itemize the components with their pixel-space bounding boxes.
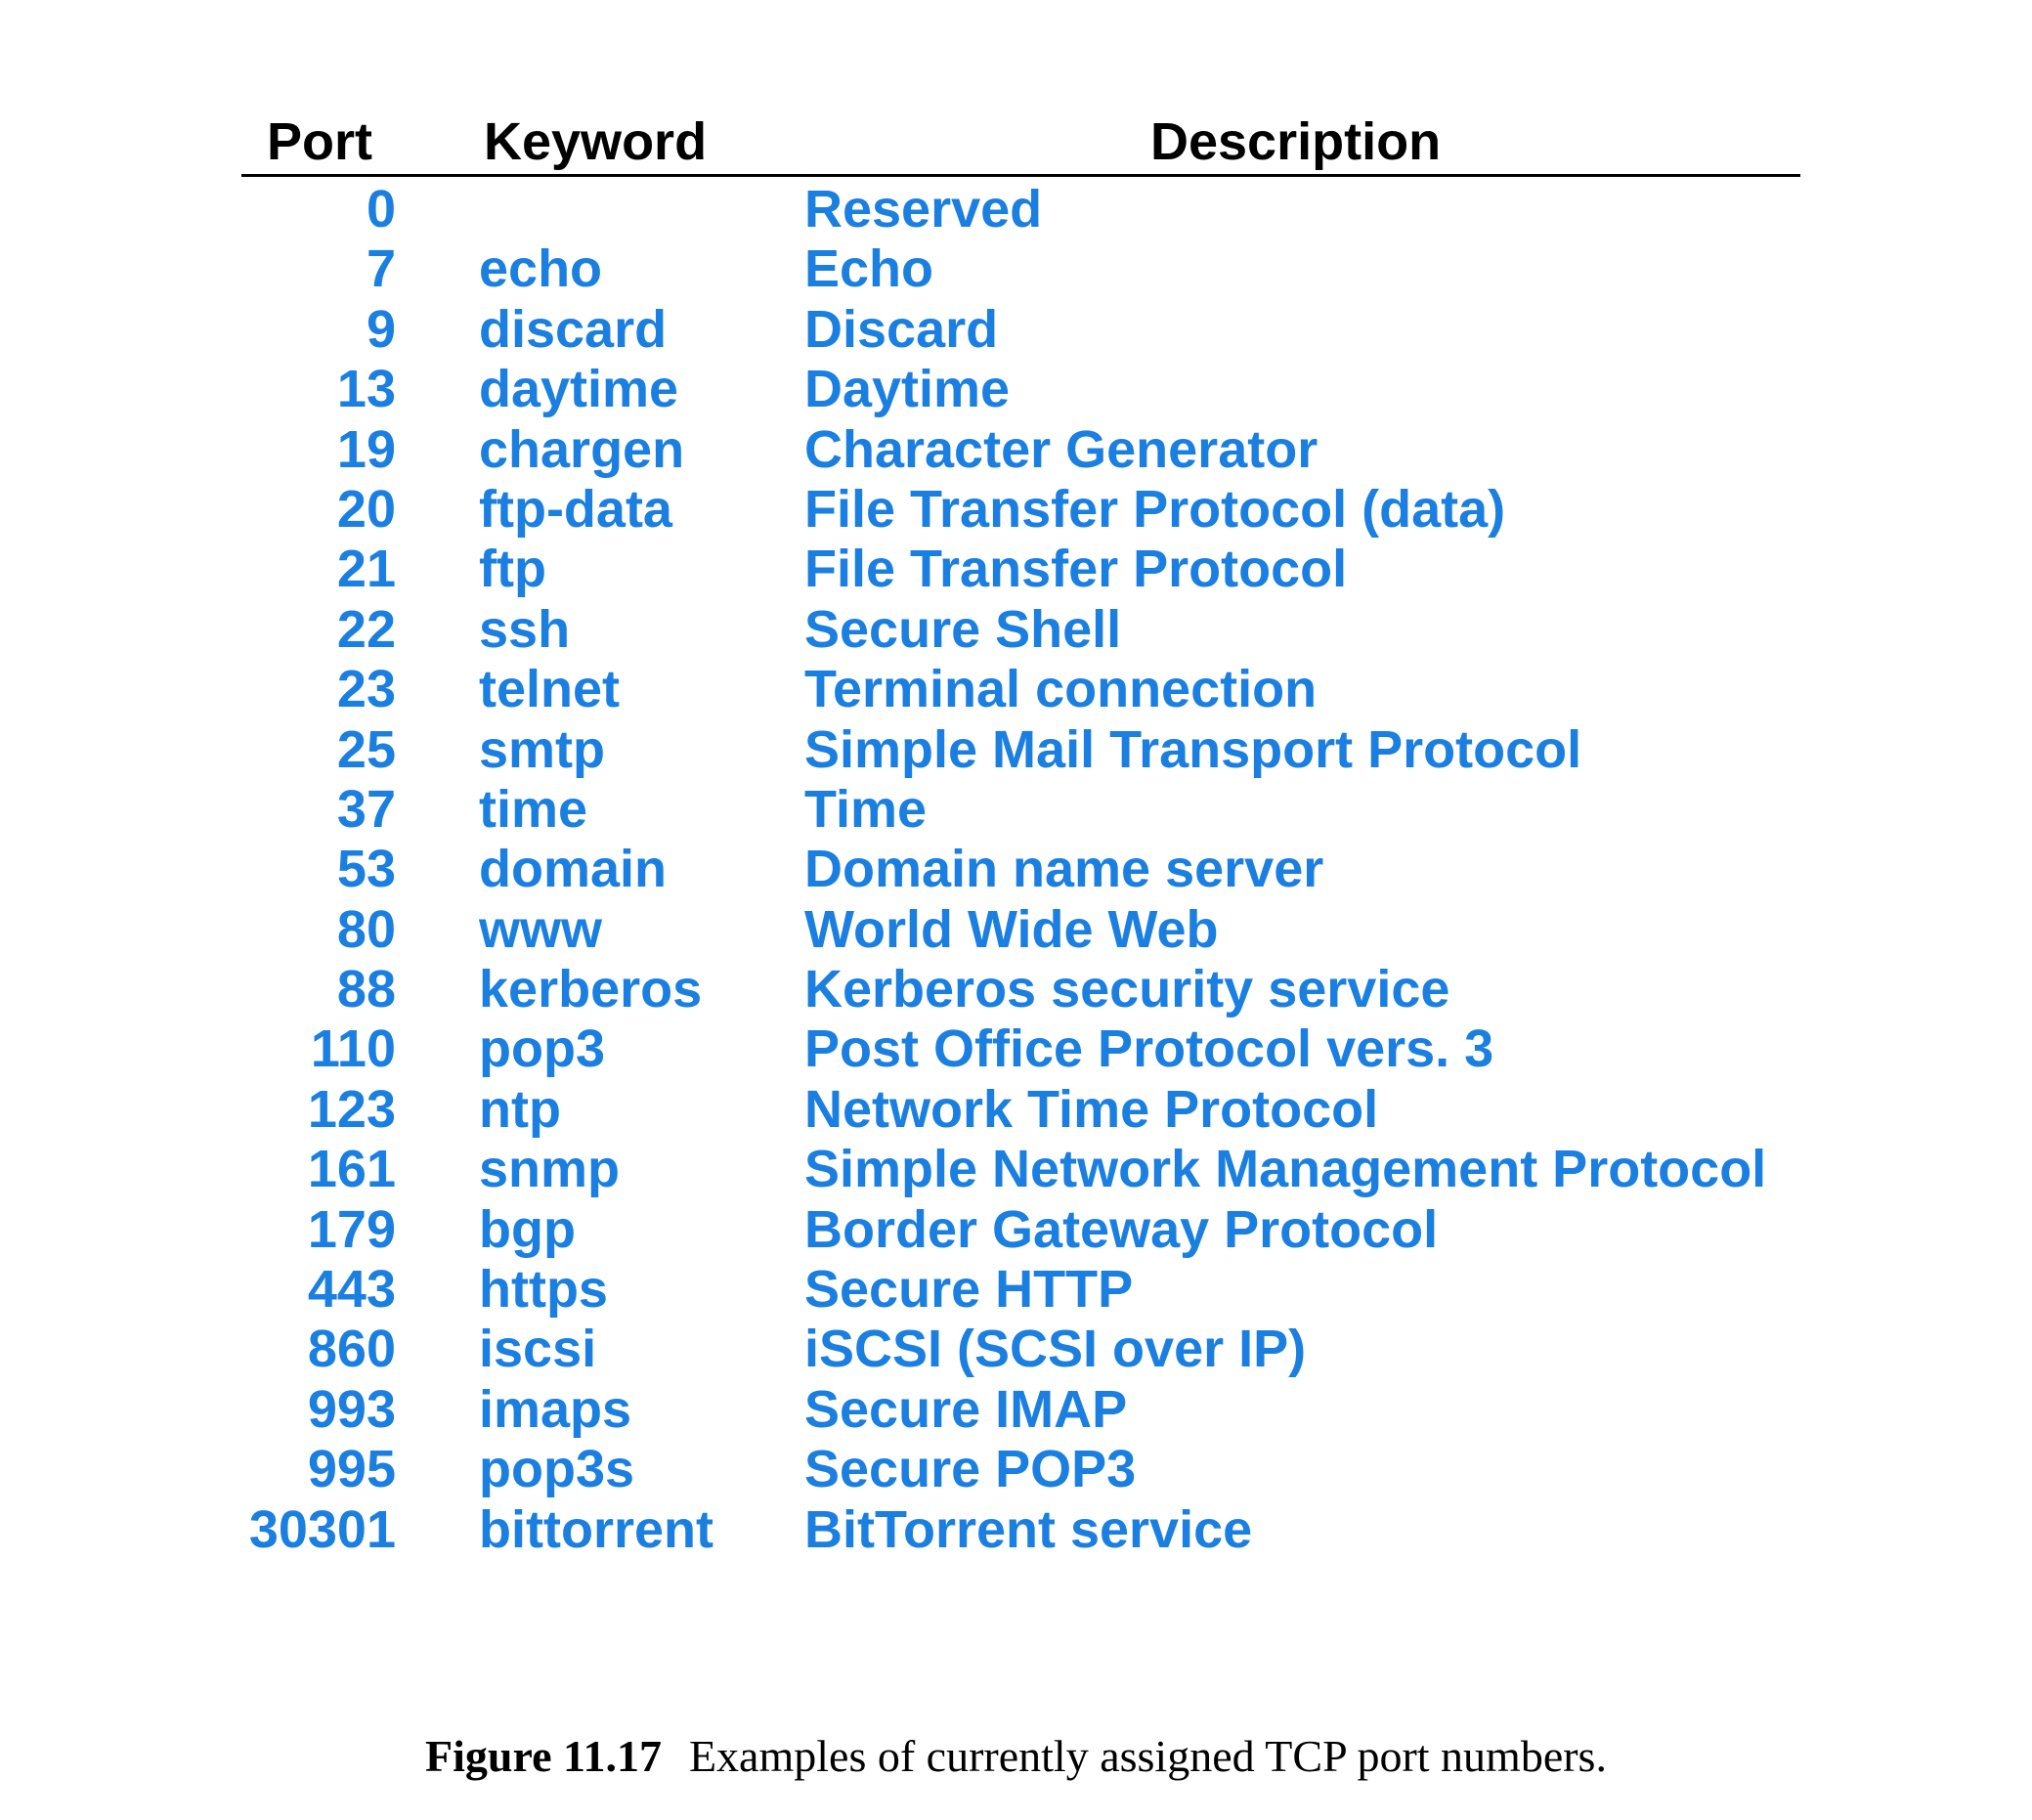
table-row [241,600,1825,660]
keyword-cell: https [479,1260,608,1320]
description-cell: Echo [804,239,934,299]
port-cell: 123 [307,1079,396,1139]
port-cell: 7 [366,239,396,299]
table-row [241,1500,1825,1560]
table-header [241,106,1800,177]
table-row [241,180,1825,239]
table-row [241,360,1825,419]
table-row [241,1200,1825,1260]
description-cell: Post Office Protocol vers. 3 [804,1019,1494,1079]
keyword-cell: discard [479,299,668,359]
table-row [241,1080,1825,1140]
description-cell: Border Gateway Protocol [804,1199,1439,1259]
description-cell: Secure Shell [804,599,1122,659]
description-cell: BitTorrent service [804,1499,1253,1559]
description-cell: Network Time Protocol [804,1079,1379,1139]
keyword-cell: ftp [479,540,546,599]
port-cell: 21 [336,540,396,599]
keyword-cell: bgp [479,1199,576,1259]
table-row [241,239,1825,299]
description-cell: Secure HTTP [804,1260,1134,1320]
header-keyword: Keyword [484,112,708,171]
port-cell: 9 [366,299,396,359]
port-cell: 30301 [248,1499,396,1559]
description-cell: Terminal connection [804,660,1318,719]
caption-text: Examples of currently assigned TCP port numbers. [688,1731,1607,1781]
port-cell: 860 [307,1320,396,1379]
port-cell: 19 [336,419,396,479]
keyword-cell: smtp [479,719,606,779]
description-cell: Time [804,779,928,839]
port-cell: 20 [336,479,396,539]
keyword-cell: www [479,899,603,959]
table-row [241,1380,1825,1440]
table-row [241,420,1825,480]
description-cell: File Transfer Protocol (data) [804,479,1506,539]
table-row [241,1320,1825,1379]
keyword-cell: pop3 [479,1019,605,1079]
port-cell: 443 [307,1260,396,1320]
table-body [241,180,1825,1560]
table-row [241,480,1825,540]
keyword-cell: ssh [479,599,571,659]
port-cell: 13 [336,360,396,419]
table-row [241,1440,1825,1499]
table-row [241,660,1825,719]
port-cell: 161 [307,1140,396,1199]
port-cell: 80 [336,899,396,959]
keyword-cell: pop3s [479,1440,635,1499]
port-cell: 25 [336,719,396,779]
port-cell: 88 [336,960,396,1019]
description-cell: Simple Mail Transport Protocol [804,719,1582,779]
keyword-cell: iscsi [479,1320,597,1379]
description-cell: File Transfer Protocol [804,540,1348,599]
table-row [241,1260,1825,1320]
port-cell: 0 [366,180,396,238]
description-cell: Secure POP3 [804,1440,1137,1499]
description-cell: World Wide Web [804,899,1219,959]
port-cell: 53 [336,840,396,899]
description-cell: Secure IMAP [804,1379,1128,1439]
description-cell: iSCSI (SCSI over IP) [804,1320,1307,1379]
header-description: Description [1150,112,1442,171]
header-port: Port [267,112,372,171]
description-cell: Simple Network Management Protocol [804,1140,1767,1199]
table-row [241,960,1825,1019]
port-cell: 22 [336,599,396,659]
caption-label: Figure 11.17 [425,1731,662,1781]
description-cell: Discard [804,299,999,359]
port-cell: 23 [336,660,396,719]
table-row [241,540,1825,599]
description-cell: Domain name server [804,840,1324,899]
description-cell: Character Generator [804,419,1319,479]
keyword-cell: bittorrent [479,1499,713,1559]
table-row [241,1019,1825,1079]
description-cell: Reserved [804,180,1043,238]
table-row [241,780,1825,840]
description-cell: Kerberos security service [804,960,1450,1019]
keyword-cell: daytime [479,360,679,419]
keyword-cell: echo [479,239,603,299]
table-row [241,1140,1825,1199]
keyword-cell: imaps [479,1379,632,1439]
keyword-cell: domain [479,840,668,899]
keyword-cell: time [479,779,588,839]
table-row [241,300,1825,360]
keyword-cell: ftp-data [479,479,672,539]
table-row [241,900,1825,960]
table-row [241,840,1825,899]
description-cell: Daytime [804,360,1011,419]
keyword-cell: telnet [479,660,621,719]
table-row [241,720,1825,780]
keyword-cell: chargen [479,419,685,479]
port-cell: 993 [307,1379,396,1439]
figure-caption [0,1730,2032,1782]
port-cell: 37 [336,779,396,839]
keyword-cell: ntp [479,1079,561,1139]
port-cell: 110 [310,1019,396,1079]
port-cell: 995 [307,1440,396,1499]
keyword-cell: kerberos [479,960,703,1019]
keyword-cell: snmp [479,1140,621,1199]
port-cell: 179 [307,1199,396,1259]
